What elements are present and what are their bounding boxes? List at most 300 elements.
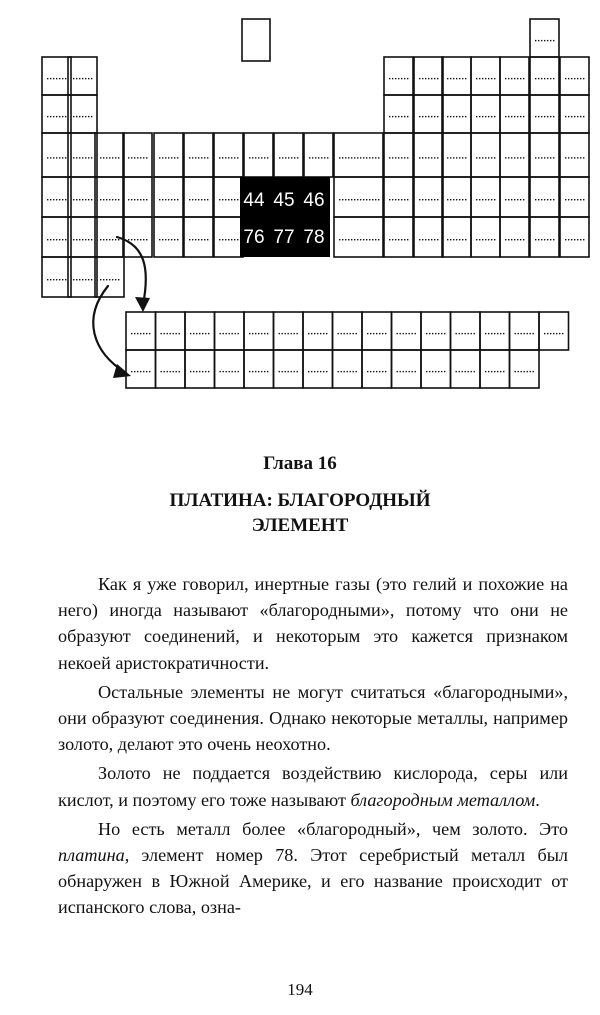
cell-dot bbox=[205, 371, 206, 372]
cell-dot bbox=[50, 78, 51, 79]
table-cell bbox=[384, 177, 413, 217]
table-cell bbox=[68, 95, 97, 133]
cell-dot bbox=[491, 333, 492, 334]
cell-dot bbox=[389, 116, 390, 117]
paragraph-4-emphasis: платина bbox=[58, 845, 125, 866]
cell-dot bbox=[426, 371, 427, 372]
cell-dot bbox=[103, 157, 104, 158]
cell-dot bbox=[425, 116, 426, 117]
cell-dot bbox=[553, 157, 554, 158]
table-cell bbox=[384, 95, 413, 133]
cell-dot bbox=[162, 239, 163, 240]
cell-dot bbox=[91, 279, 92, 280]
cell-dot bbox=[207, 157, 208, 158]
cell-dot bbox=[73, 279, 74, 280]
cell-dot bbox=[357, 157, 358, 158]
table-cell bbox=[362, 350, 392, 388]
cell-dot bbox=[520, 199, 521, 200]
cell-dot bbox=[140, 333, 141, 334]
cell-dot bbox=[494, 371, 495, 372]
table-cell bbox=[156, 312, 186, 350]
cell-dot bbox=[574, 199, 575, 200]
cell-dot bbox=[476, 78, 477, 79]
paragraph-4 bbox=[58, 816, 568, 921]
cell-dot bbox=[511, 78, 512, 79]
cell-dot bbox=[404, 78, 405, 79]
cell-dot bbox=[62, 116, 63, 117]
cell-dot bbox=[345, 199, 346, 200]
cell-dot bbox=[500, 333, 501, 334]
cell-dot bbox=[406, 371, 407, 372]
cell-dot bbox=[544, 199, 545, 200]
cell-dot bbox=[134, 333, 135, 334]
table-cell bbox=[68, 217, 97, 257]
cell-dot bbox=[222, 157, 223, 158]
highlight-element-76: 76 bbox=[243, 227, 265, 248]
cell-dot bbox=[474, 333, 475, 334]
cell-dot bbox=[508, 157, 509, 158]
paragraph-2: Остальные элементы не могут считаться «благородными», они образуют соединения. Однако некоторые металлы, например золото, делают это очень неохотно. bbox=[58, 681, 568, 755]
cell-dot bbox=[279, 371, 280, 372]
cell-dot bbox=[372, 199, 373, 200]
cell-dot bbox=[134, 371, 135, 372]
cell-dot bbox=[568, 116, 569, 117]
cell-dot bbox=[541, 78, 542, 79]
cell-dot bbox=[228, 199, 229, 200]
cell-dot bbox=[297, 333, 298, 334]
cell-dot bbox=[474, 371, 475, 372]
cell-dot bbox=[351, 239, 352, 240]
table-cell bbox=[471, 177, 500, 217]
cell-dot bbox=[311, 371, 312, 372]
table-cell bbox=[123, 133, 152, 177]
cell-dot bbox=[228, 157, 229, 158]
cell-dot bbox=[189, 157, 190, 158]
cell-dot bbox=[515, 371, 516, 372]
cell-dot bbox=[574, 78, 575, 79]
cell-dot bbox=[550, 157, 551, 158]
cell-dot bbox=[580, 116, 581, 117]
cell-dot bbox=[479, 157, 480, 158]
cell-dot bbox=[437, 239, 438, 240]
cell-dot bbox=[339, 239, 340, 240]
table-cell bbox=[95, 257, 124, 297]
cell-dot bbox=[400, 333, 401, 334]
cell-dot bbox=[406, 333, 407, 334]
table-cell bbox=[334, 133, 383, 177]
cell-dot bbox=[544, 157, 545, 158]
cell-dot bbox=[226, 333, 227, 334]
cell-dot bbox=[378, 199, 379, 200]
cell-dot bbox=[571, 239, 572, 240]
cell-dot bbox=[524, 371, 525, 372]
cell-dot bbox=[140, 371, 141, 372]
cell-dot bbox=[565, 239, 566, 240]
cell-dot bbox=[485, 116, 486, 117]
cell-dot bbox=[428, 239, 429, 240]
cell-dot bbox=[258, 157, 259, 158]
cell-dot bbox=[544, 40, 545, 41]
cell-dot bbox=[428, 199, 429, 200]
cell-dot bbox=[234, 239, 235, 240]
highlight-element-78: 78 bbox=[303, 227, 325, 248]
cell-dot bbox=[348, 199, 349, 200]
cell-dot bbox=[462, 157, 463, 158]
cell-dot bbox=[238, 371, 239, 372]
cell-dot bbox=[562, 333, 563, 334]
cell-dot bbox=[517, 157, 518, 158]
cell-dot bbox=[434, 78, 435, 79]
cell-dot bbox=[459, 239, 460, 240]
table-cell bbox=[451, 312, 481, 350]
cell-dot bbox=[62, 239, 63, 240]
cell-dot bbox=[50, 116, 51, 117]
cell-dot bbox=[577, 78, 578, 79]
cell-dot bbox=[62, 279, 63, 280]
table-cell bbox=[500, 217, 529, 257]
cell-dot bbox=[382, 333, 383, 334]
table-cell bbox=[42, 217, 71, 257]
cell-dot bbox=[285, 157, 286, 158]
cell-dot bbox=[170, 371, 171, 372]
cell-dot bbox=[137, 199, 138, 200]
cell-dot bbox=[375, 199, 376, 200]
cell-dot bbox=[434, 199, 435, 200]
cell-dot bbox=[53, 199, 54, 200]
cell-dot bbox=[517, 116, 518, 117]
cell-dot bbox=[73, 116, 74, 117]
cell-dot bbox=[541, 239, 542, 240]
cell-dot bbox=[85, 279, 86, 280]
cell-dot bbox=[485, 157, 486, 158]
cell-dot bbox=[317, 371, 318, 372]
cell-dot bbox=[56, 157, 57, 158]
cell-dot bbox=[535, 40, 536, 41]
paragraph-3-emphasis: благородным металлом bbox=[350, 789, 536, 810]
cell-dot bbox=[100, 157, 101, 158]
cell-dot bbox=[229, 371, 230, 372]
cell-dot bbox=[497, 371, 498, 372]
cell-dot bbox=[128, 199, 129, 200]
table-cell bbox=[414, 57, 443, 95]
cell-dot bbox=[437, 78, 438, 79]
cell-dot bbox=[494, 116, 495, 117]
cell-dot bbox=[544, 78, 545, 79]
cell-dot bbox=[524, 333, 525, 334]
table-cell bbox=[334, 177, 383, 217]
cell-dot bbox=[297, 371, 298, 372]
cell-dot bbox=[404, 239, 405, 240]
table-cell bbox=[154, 177, 183, 217]
cell-dot bbox=[465, 116, 466, 117]
cell-dot bbox=[149, 333, 150, 334]
cell-dot bbox=[395, 78, 396, 79]
cell-dot bbox=[267, 371, 268, 372]
cell-dot bbox=[134, 199, 135, 200]
cell-dot bbox=[521, 333, 522, 334]
chapter-title-line-1: ПЛАТИНА: БЛАГОРОДНЫЙ bbox=[169, 490, 431, 511]
cell-dot bbox=[571, 157, 572, 158]
cell-dot bbox=[550, 116, 551, 117]
cell-dot bbox=[412, 371, 413, 372]
cell-dot bbox=[204, 239, 205, 240]
cell-dot bbox=[373, 333, 374, 334]
cell-dot bbox=[372, 239, 373, 240]
cell-dot bbox=[370, 371, 371, 372]
cell-dot bbox=[137, 371, 138, 372]
cell-dot bbox=[115, 157, 116, 158]
cell-dot bbox=[291, 157, 292, 158]
cell-dot bbox=[162, 157, 163, 158]
cell-dot bbox=[541, 199, 542, 200]
cell-dot bbox=[164, 333, 165, 334]
cell-dot bbox=[494, 78, 495, 79]
cell-dot bbox=[471, 371, 472, 372]
cell-dot bbox=[535, 199, 536, 200]
cell-dot bbox=[568, 239, 569, 240]
cell-dot bbox=[237, 157, 238, 158]
cell-dot bbox=[131, 333, 132, 334]
cell-dot bbox=[547, 78, 548, 79]
cell-dot bbox=[207, 239, 208, 240]
cell-dot bbox=[453, 78, 454, 79]
cell-dot bbox=[476, 239, 477, 240]
cell-dot bbox=[351, 157, 352, 158]
cell-dot bbox=[398, 157, 399, 158]
cell-dot bbox=[171, 239, 172, 240]
cell-dot bbox=[523, 157, 524, 158]
cell-dot bbox=[109, 199, 110, 200]
table-cell bbox=[274, 350, 304, 388]
cell-dot bbox=[56, 116, 57, 117]
table-cell bbox=[333, 312, 363, 350]
cell-dot bbox=[338, 333, 339, 334]
cell-dot bbox=[345, 239, 346, 240]
cell-dot bbox=[342, 199, 343, 200]
cell-dot bbox=[422, 199, 423, 200]
cell-dot bbox=[404, 116, 405, 117]
cell-dot bbox=[583, 199, 584, 200]
cell-dot bbox=[339, 157, 340, 158]
table-cell bbox=[451, 350, 481, 388]
cell-dot bbox=[118, 279, 119, 280]
cell-dot bbox=[59, 157, 60, 158]
cell-dot bbox=[395, 199, 396, 200]
cell-dot bbox=[360, 239, 361, 240]
cell-dot bbox=[367, 333, 368, 334]
cell-dot bbox=[426, 333, 427, 334]
periodic-table-figure bbox=[0, 0, 600, 420]
cell-dot bbox=[222, 199, 223, 200]
paragraph-3-end: . bbox=[535, 789, 540, 810]
cell-dot bbox=[326, 371, 327, 372]
cell-dot bbox=[363, 199, 364, 200]
cell-dot bbox=[422, 157, 423, 158]
cell-dot bbox=[465, 157, 466, 158]
cell-dot bbox=[547, 40, 548, 41]
arrow-actinides bbox=[93, 286, 126, 373]
cell-dot bbox=[382, 371, 383, 372]
cell-dot bbox=[165, 157, 166, 158]
cell-dot bbox=[511, 157, 512, 158]
cell-dot bbox=[435, 333, 436, 334]
cell-dot bbox=[176, 333, 177, 334]
cell-dot bbox=[252, 157, 253, 158]
cell-dot bbox=[128, 157, 129, 158]
cell-dot bbox=[533, 333, 534, 334]
table-cell bbox=[442, 177, 471, 217]
cell-dot bbox=[511, 199, 512, 200]
cell-dot bbox=[91, 239, 92, 240]
cell-dot bbox=[514, 199, 515, 200]
cell-dot bbox=[378, 239, 379, 240]
cell-dot bbox=[392, 78, 393, 79]
cell-dot bbox=[577, 239, 578, 240]
cell-dot bbox=[53, 157, 54, 158]
table-cell bbox=[244, 133, 273, 177]
cell-dot bbox=[56, 78, 57, 79]
cell-dot bbox=[447, 116, 448, 117]
cell-dot bbox=[395, 157, 396, 158]
cell-dot bbox=[392, 239, 393, 240]
cell-dot bbox=[447, 78, 448, 79]
table-cell bbox=[242, 19, 270, 61]
cell-dot bbox=[339, 199, 340, 200]
cell-dot bbox=[79, 78, 80, 79]
cell-dot bbox=[369, 199, 370, 200]
cell-dot bbox=[100, 239, 101, 240]
cell-dot bbox=[527, 333, 528, 334]
table-cell bbox=[471, 57, 500, 95]
cell-dot bbox=[574, 157, 575, 158]
table-cell bbox=[215, 312, 245, 350]
cell-dot bbox=[82, 199, 83, 200]
cell-dot bbox=[482, 157, 483, 158]
cell-dot bbox=[465, 78, 466, 79]
cell-dot bbox=[112, 199, 113, 200]
cell-dot bbox=[520, 116, 521, 117]
cell-dot bbox=[392, 116, 393, 117]
cell-dot bbox=[515, 333, 516, 334]
cell-dot bbox=[462, 78, 463, 79]
cell-dot bbox=[353, 371, 354, 372]
cell-dot bbox=[143, 157, 144, 158]
table-cell bbox=[500, 95, 529, 133]
table-cell bbox=[42, 57, 71, 95]
cell-dot bbox=[88, 199, 89, 200]
cell-dot bbox=[523, 239, 524, 240]
cell-dot bbox=[168, 239, 169, 240]
cell-dot bbox=[494, 239, 495, 240]
cell-dot bbox=[179, 333, 180, 334]
cell-dot bbox=[85, 78, 86, 79]
table-cell bbox=[392, 312, 422, 350]
cell-dot bbox=[179, 371, 180, 372]
table-cell bbox=[442, 217, 471, 257]
cell-dot bbox=[432, 333, 433, 334]
cell-dot bbox=[229, 333, 230, 334]
cell-dot bbox=[535, 116, 536, 117]
cell-dot bbox=[317, 333, 318, 334]
cell-dot bbox=[385, 333, 386, 334]
cell-dot bbox=[553, 239, 554, 240]
cell-dot bbox=[91, 116, 92, 117]
cell-dot bbox=[459, 333, 460, 334]
cell-dot bbox=[165, 199, 166, 200]
cell-dot bbox=[220, 371, 221, 372]
table-cell bbox=[126, 350, 156, 388]
cell-dot bbox=[294, 371, 295, 372]
table-cell bbox=[530, 57, 559, 95]
table-cell bbox=[392, 350, 422, 388]
cell-dot bbox=[193, 333, 194, 334]
cell-dot bbox=[356, 371, 357, 372]
table-cell bbox=[68, 133, 97, 177]
cell-dot bbox=[577, 116, 578, 117]
cell-dot bbox=[56, 199, 57, 200]
cell-dot bbox=[279, 157, 280, 158]
cell-dot bbox=[556, 333, 557, 334]
paragraph-4-end: , элемент номер 78. Этот серебристый металл был обнаружен в Южной Америке, и его название происходит от испанского слова, озна- bbox=[58, 845, 568, 918]
cell-dot bbox=[434, 239, 435, 240]
cell-dot bbox=[553, 333, 554, 334]
table-cell bbox=[480, 350, 510, 388]
cell-dot bbox=[491, 199, 492, 200]
cell-dot bbox=[177, 157, 178, 158]
cell-dot bbox=[429, 371, 430, 372]
cell-dot bbox=[412, 333, 413, 334]
cell-dot bbox=[456, 239, 457, 240]
cell-dot bbox=[425, 157, 426, 158]
cell-dot bbox=[541, 40, 542, 41]
table-cell bbox=[442, 57, 471, 95]
cell-dot bbox=[53, 279, 54, 280]
table-cell bbox=[560, 217, 589, 257]
cell-dot bbox=[367, 371, 368, 372]
cell-dot bbox=[444, 333, 445, 334]
cell-dot bbox=[456, 371, 457, 372]
cell-dot bbox=[527, 371, 528, 372]
cell-dot bbox=[341, 371, 342, 372]
cell-dot bbox=[47, 157, 48, 158]
cell-dot bbox=[395, 239, 396, 240]
cell-dot bbox=[398, 239, 399, 240]
cell-dot bbox=[288, 157, 289, 158]
cell-dot bbox=[353, 333, 354, 334]
cell-dot bbox=[249, 333, 250, 334]
cell-dot bbox=[82, 116, 83, 117]
cell-dot bbox=[535, 157, 536, 158]
cell-dot bbox=[521, 371, 522, 372]
cell-dot bbox=[288, 333, 289, 334]
table-cell bbox=[156, 350, 186, 388]
cell-dot bbox=[143, 333, 144, 334]
cell-dot bbox=[174, 199, 175, 200]
cell-dot bbox=[258, 371, 259, 372]
cell-dot bbox=[131, 239, 132, 240]
cell-dot bbox=[485, 199, 486, 200]
table-cell bbox=[214, 217, 243, 257]
cell-dot bbox=[497, 333, 498, 334]
cell-dot bbox=[192, 199, 193, 200]
cell-dot bbox=[76, 199, 77, 200]
cell-dot bbox=[195, 199, 196, 200]
cell-dot bbox=[264, 333, 265, 334]
cell-dot bbox=[453, 116, 454, 117]
cell-dot bbox=[485, 78, 486, 79]
cell-dot bbox=[59, 116, 60, 117]
cell-dot bbox=[232, 371, 233, 372]
